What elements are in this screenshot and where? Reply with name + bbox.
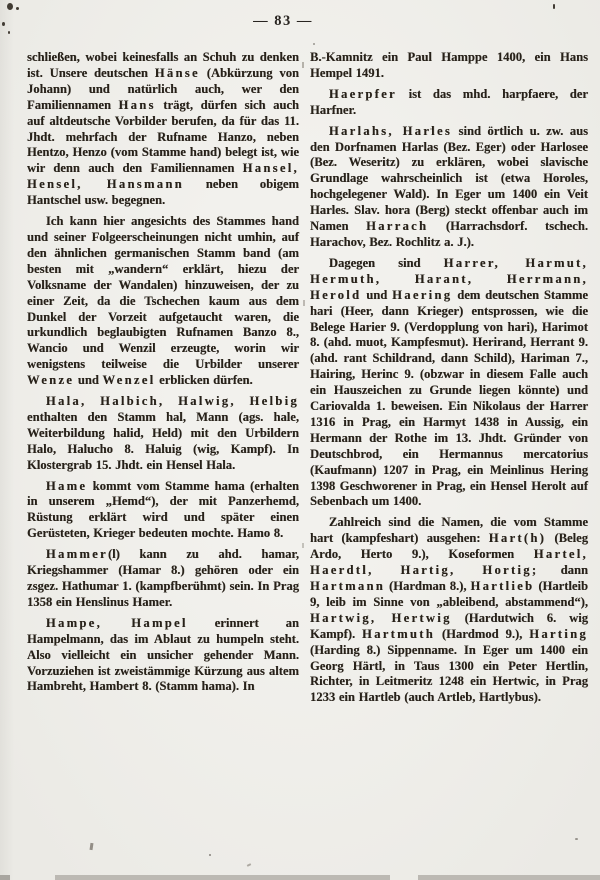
emphasized-name: Harlahs, Harles [328,123,453,138]
emphasized-name: Hartel, Haerdtl, Hartig, Hortig [310,547,588,578]
body-text: (l) kann zu ahd. hamar, Kriegshammer (Hamar 8.) gehören oder ein zsgez. Hathumar 1. (kampfberühmt) sein. In Prag 1358 ein Henslinus Hamer. [27,547,299,609]
emphasized-name: Haerpfer [328,86,397,101]
page-bottom-edge [55,875,390,880]
paragraph [310,87,588,119]
paragraph [27,479,299,543]
scan-noise [303,300,305,306]
scan-noise [247,863,251,867]
emphasized-name: Harrer, Harmut, Hermuth, Harant, Herrmann, Herold [310,255,589,302]
body-text: (Harrachsdorf. tschech. Harachov, Bez. Rochlitz a. J.). [310,219,589,249]
page-bottom-edge [0,875,10,880]
emphasized-name: Hampe, Hampel [45,615,188,630]
body-text: erblicken dürfen. [155,373,253,388]
right-column [310,50,588,711]
emphasized-name: Harrach [366,219,429,234]
paragraph [27,214,299,389]
ink-speck [209,854,211,856]
ink-speck [553,4,555,9]
body-text: ; dann [531,563,588,578]
emphasized-name: Hartwig, Hertwig [310,610,452,625]
scan-noise [302,543,304,548]
emphasized-name: Hala, Halbich, Halwig, Helbig [45,394,299,409]
emphasized-name: Hart(h) [488,531,547,546]
emphasized-name: Haering [392,287,453,302]
body-text: (Hardman 8.), [385,579,471,593]
page-bottom-edge [418,875,600,880]
ink-speck [575,838,578,840]
body-text: trägt, dürfen sich auch auf altdeutsche Vorbilder berufen, da für das 11. Jhdt. mehrfach der Rufname Hanzo, neben Hentzo, Henzo (vom Stamme hand) belegt ist, wie wir denn auch den Familiennamen [27,97,299,176]
body-text: und [361,287,393,302]
body-text: schließen, wobei keinesfalls an Schuh zu denken ist. Unsere deutschen [27,50,299,80]
body-text: (Beleg Ardo, Herto 9.), Koseformen [310,531,588,562]
paragraph [27,616,299,696]
ink-speck [7,3,13,10]
body-text: dem deutschen Stamme hari (Heer, dann Krieger) entsprossen, wie die Belege Harier 9. (Verdopplung von hari), Harimot 8. (ahd. muot, Kampfesmut). Herirand, Herrant 9. (ahd. rant Schildrand, dann Schild), Hariman 7., Hairing, Herinc 9. (obzwar in diesem Falle auch ein Hauszeichen zu Grunde liegen könnte) und Cariovalda 1. beweisen. Ein Nikolaus der Harrer 1316 in Prag, ein Harmyt 1438 in Aussig, ein Hermann der Rothe im 13. Jhdt. Gründer von Deutschbrod, ein Hermannus mercatorius (Kaufmann) 1207 in Prag, ein Meinlinus Hering 1398 Geschworener in Prag, ein Hensel Herolt auf Sebenbach um 1400. [310,287,588,509]
body-text: Zahlreich sind die Namen, die vom Stamme hart (kampfeshart) ausgehen: [310,515,588,546]
scan-noise [90,843,94,850]
body-text: sind örtlich u. zw. aus den Dorfnamen Harlas (Bez. Eger) oder Harlosee (Bez. Weseritz) zu erklären, wobei slavische Grundlage wahrscheinlich ist (etwa Horoles, hochgelegener Wald). In Eger um 1400 ein Veit Harles. Slav. hora (Berg) steckt offenbar auch im Namen [310,123,588,234]
emphasized-name: Hans [118,97,156,112]
paragraph [27,547,299,611]
ink-speck [430,128,432,130]
body-text: enthalten den Stamm hal, Mann (ags. hale, Weiterbildung halid, Held) mit den Urbildern Halo, Halucho 8. Haluig (wig, Kampf). In Klostergrab 15. Jhdt. ein Hensel Hala. [27,409,299,472]
emphasized-name: Hartmuth [362,626,436,641]
body-text: erinnert an Hampelmann, das im Ablaut zu humpeln steht. Also vielleicht ein unsicher gehender Mann. Vorzuziehen ist zweistämmige Kürzung aus altem Hambreht, Hambert 8. (Stamm hama). In [27,615,299,694]
paragraph [310,124,588,251]
emphasized-name: Hänse [154,65,200,80]
page-number: — 83 — [253,13,313,29]
ink-speck [8,31,10,34]
scan-noise [302,62,304,68]
body-text: (Hardutwich 6. wig Kampf). [310,610,588,641]
body-text: kommt vom Stamme hama (erhalten in unserem „Hemd“), der mit Panzerhemd, Rüstung erklärt wird und später einen Gerüsteten, Krieger bedeuten mochte. Hamo 8. [27,478,299,541]
emphasized-name: Hammer [45,547,108,562]
body-text: (Hartleib 9, leib im Sinne von „ableibend, abstammend“), [310,579,589,609]
body-text: (Harding 8.) Sippenname. In Eger um 1400 ein Georg Härtl, in Taus 1300 ein Peter Hertlin, Richter, in Leitmeritz 1248 ein Hertwic, in Prag 1233 ein Hartleb (auch Artleb, Hartlybus). [310,642,588,705]
ink-speck [16,7,19,10]
body-text: Ich kann hier angesichts des Stammes hand und seiner Folgeerscheinungen nicht umhin, auf den ähnlichen germanischen Stamm band (am besten mit „wandern“ erklärt, hiezu der Volksname der Wandalen) hinzuweisen, der zu einer Zeit, da die Tschechen kaum aus dem Dunkel der Vorzeit aufgetaucht waren, die urkundlich beglaubigten Rufnamen Banzo 8., Wancio und Wenzil erzeugte, worin wir wenigstens teilweise die Urbilder unserer [27,214,299,372]
body-text: B.-Kamnitz ein Paul Hamppe 1400, ein Hans Hempel 1491. [310,50,588,80]
body-text: neben obigem Hantschel usw. begegnen. [27,177,299,208]
body-text: Dagegen sind [328,255,444,270]
left-column [27,50,299,711]
emphasized-name: Hartlieb [470,579,535,593]
body-text: ist das mhd. harpfaere, der Harfner. [310,86,588,117]
emphasized-name: Hame [45,478,88,493]
paragraph [310,256,588,511]
ink-speck [2,22,5,26]
body-text: (Abkürzung von Johann) und natürlich auch, wer den Familiennamen [27,65,299,112]
paragraph [27,394,299,474]
emphasized-name: Hartmann [310,579,386,593]
emphasized-name: Harting [529,626,588,641]
emphasized-name: Hansel, Hensel, Hansmann [27,161,299,192]
paragraph [27,50,299,209]
paragraph [310,50,588,82]
emphasized-name: Wenze [27,373,75,388]
emphasized-name: Wenzel [102,373,156,388]
text-columns [27,50,588,711]
body-text: (Hardmod 9.), [435,626,530,641]
paragraph [310,515,588,706]
ink-speck [313,43,315,45]
body-text: und [74,373,103,388]
